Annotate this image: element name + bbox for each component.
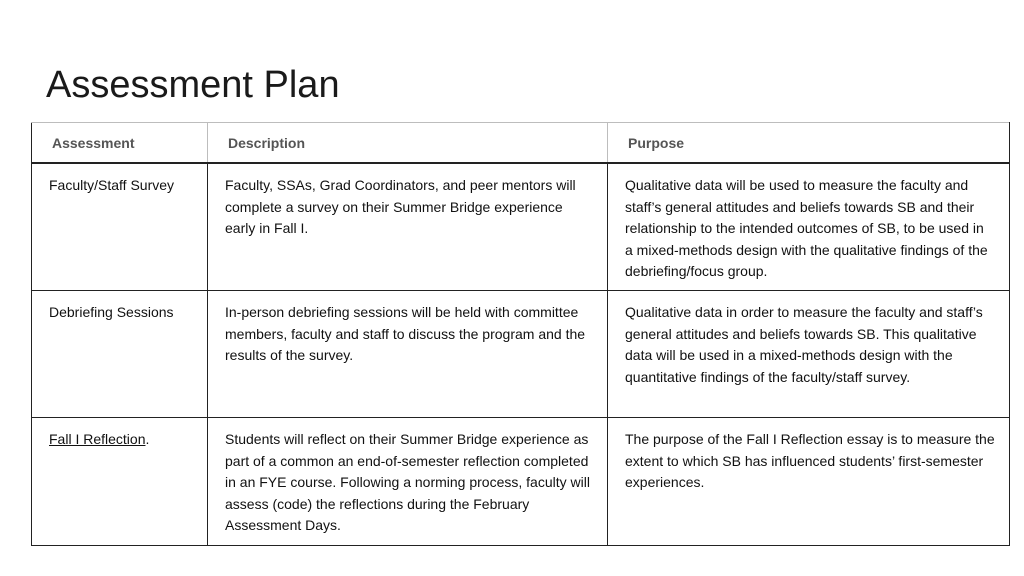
cell-description: Students will reflect on their Summer Bridge experience as part of a common an end-of-semester reflection completed in an FYE course. Following a norming process, faculty will assess (code) the reflections during the February Assessment Days. [208, 418, 608, 546]
page-title: Assessment Plan [46, 64, 340, 106]
table-row [32, 163, 1010, 291]
cell-purpose: Qualitative data in order to measure the faculty and staff’s general attitudes and beliefs towards SB. This qualitative data will be used in a mixed-methods design with the quantitative findings of the faculty/staff survey. [608, 291, 1010, 418]
header-purpose: Purpose [608, 123, 1010, 164]
cell-purpose: Qualitative data will be used to measure the faculty and staff’s general attitudes and beliefs towards SB and their relationship to the intended outcomes of SB, to be used in a mixed-methods design with the qualitative findings of the debriefing/focus group. [608, 163, 1010, 291]
cell-purpose: The purpose of the Fall I Reflection essay is to measure the extent to which SB has influenced students’ first-semester experiences. [608, 418, 1010, 546]
cell-assessment: Faculty/Staff Survey [32, 163, 208, 291]
cell-assessment: Debriefing Sessions [32, 291, 208, 418]
fall-reflection-link[interactable]: Fall I Reflection [49, 431, 146, 447]
header-assessment: Assessment [32, 123, 208, 164]
cell-assessment [32, 418, 208, 546]
table-header-row [32, 123, 1010, 164]
cell-description: Faculty, SSAs, Grad Coordinators, and peer mentors will complete a survey on their Summer Bridge experience early in Fall I. [208, 163, 608, 291]
assessment-plan-table [31, 122, 1010, 546]
table-row [32, 418, 1010, 546]
cell-assessment-suffix: . [145, 431, 150, 447]
table-row [32, 291, 1010, 418]
cell-description: In-person debriefing sessions will be held with committee members, faculty and staff to discuss the program and the results of the survey. [208, 291, 608, 418]
header-description: Description [208, 123, 608, 164]
